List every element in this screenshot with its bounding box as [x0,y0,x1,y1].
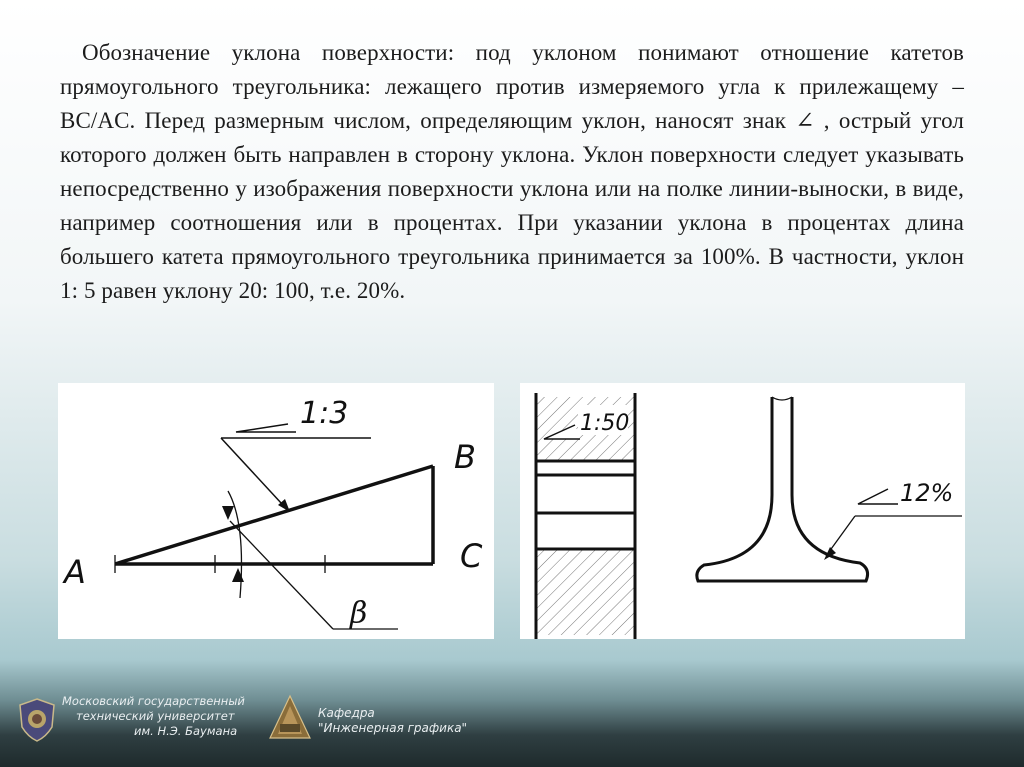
angle-beta-label: β [350,596,368,631]
slope-label-1-50: 1:50 [580,411,630,436]
slope-sign [236,424,296,432]
hypotenuse-ab [115,466,433,564]
angle-leader [230,521,333,629]
slope-label-12-percent: 12% [900,479,954,507]
university-name [62,694,252,739]
slide-paragraph: Обозначение уклона поверхности: под уклоном понимают отношение катетов прямоугольного треугольника: лежащего против измеряемого угла к прилежащему – BC/AC. Перед размерным числом, определяющим уклон, наносят знак ∠ , острый угол которого должен быть направлен в сторону уклона. Уклон поверхности следует указывать непосредственно у изображения поверхности уклона или на полке линии-выноски, в виде, например соотношения или в процентах. При указании уклона в процентах длина большего катета прямоугольного треугольника принимается за 100%. В частности, уклон 1: 5 равен уклону 20: 100, т.е. 20%. [60,40,964,303]
department-name [318,706,518,736]
university-line-1: Московский государственный [62,694,245,708]
slope-sign-valve [858,489,898,504]
hatched-section-bottom [536,549,635,635]
point-b-label: B [454,438,476,476]
university-line-3: им. Н.Э. Баумана [134,724,238,738]
university-line-2: технический университет [76,709,235,723]
slope-examples-figure [520,383,965,639]
department-logo-icon [266,692,314,744]
department-line-1: Кафедра [318,706,375,720]
slide-footer [0,680,1024,767]
slope-triangle-drawing [58,383,494,639]
university-emblem-icon [16,697,58,743]
point-c-label: C [460,537,483,575]
slope-label-1-3: 1:3 [300,396,349,431]
slope-triangle-figure [58,383,494,639]
department-line-2: "Инженерная графика" [318,721,468,735]
slope-examples-drawing [520,383,965,639]
valve-outline [697,397,868,581]
point-a-label: A [64,553,86,591]
